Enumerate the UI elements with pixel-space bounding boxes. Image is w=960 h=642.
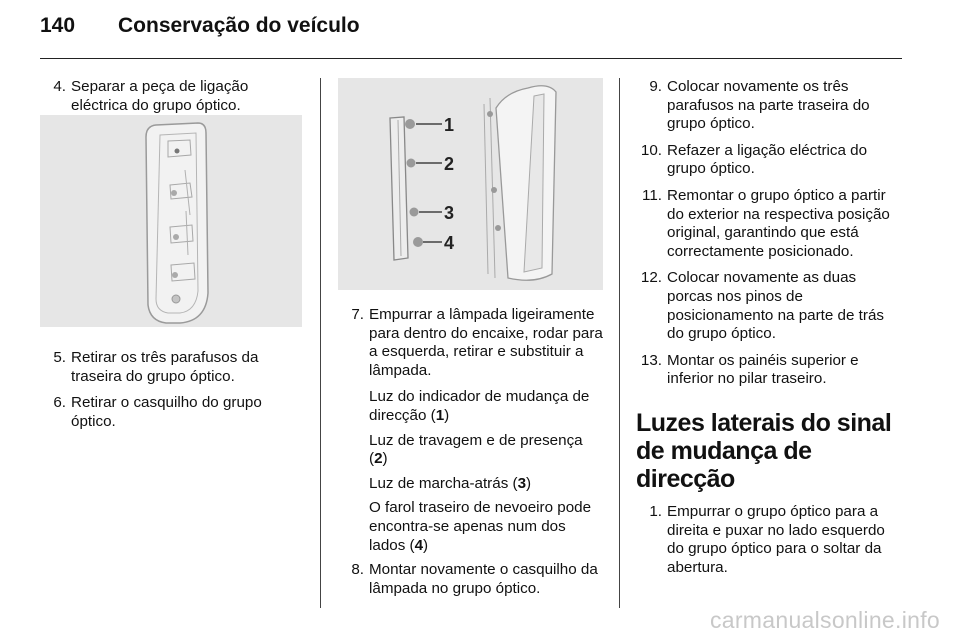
column-divider-1 xyxy=(320,78,321,608)
step-number: 11. xyxy=(642,186,662,204)
note-end: ) xyxy=(423,536,429,554)
section-step-1 xyxy=(636,503,904,577)
step-8 xyxy=(338,561,603,598)
callout-2: 2 xyxy=(444,154,455,174)
step-number: 10. xyxy=(640,141,662,159)
step-text: Remontar o grupo óptico a partir do exterior na respectiva posição original, garantindo que está correctamente posicionado. xyxy=(667,186,890,260)
step-7 xyxy=(338,306,603,380)
step-text: Separar a peça de ligação eléctrica do grupo óptico. xyxy=(71,78,249,114)
column-1 xyxy=(40,78,302,440)
note-end: ) xyxy=(444,406,450,424)
step-text: Montar os painéis superior e inferior no pilar traseiro. xyxy=(667,351,859,388)
bulb-note-2 xyxy=(369,432,603,469)
step-text: Empurrar a lâmpada ligeiramente para dentro do encaixe, rodar para a esquerda, retirar e substituir a lâmpada. xyxy=(369,306,603,379)
step-number: 8. xyxy=(351,561,364,579)
step-12 xyxy=(636,269,904,343)
column-2 xyxy=(338,78,603,606)
header-rule xyxy=(40,58,902,59)
tail-lamp-illustration xyxy=(40,115,302,327)
callout-3: 3 xyxy=(444,203,455,223)
page-title: Conservação do veículo xyxy=(118,14,360,37)
bulb-note-1 xyxy=(369,388,603,425)
step-6 xyxy=(40,394,302,431)
step-11 xyxy=(636,187,904,261)
note-ref: 3 xyxy=(517,474,527,492)
step-text: Retirar os três parafusos da traseira do grupo óptico. xyxy=(71,349,259,385)
note-ref: 1 xyxy=(435,406,445,424)
note-text: Luz de marcha-atrás ( xyxy=(369,474,518,492)
step-13 xyxy=(636,352,904,389)
column-3 xyxy=(636,78,904,585)
tail-lamp-drawing xyxy=(40,115,302,327)
bulb-holder-drawing xyxy=(338,78,603,290)
step-text: Colocar novamente as duas porcas nos pinos de posicionamento na parte de trás do grupo óptico. xyxy=(667,269,884,343)
bulb-holder-illustration xyxy=(338,78,603,290)
step-number: 6. xyxy=(53,394,66,412)
note-text: Luz de travagem e de presença ( xyxy=(369,431,583,468)
page-number: 140 xyxy=(40,14,76,37)
column-divider-2 xyxy=(619,78,620,608)
step-text: Montar novamente o casquilho da lâmpada no grupo óptico. xyxy=(369,561,598,597)
callout-4: 4 xyxy=(444,233,455,253)
step-5 xyxy=(40,349,302,386)
step-text: Colocar novamente os três parafusos na parte traseira do grupo óptico. xyxy=(667,78,870,133)
note-end: ) xyxy=(526,474,532,492)
note-text: O farol traseiro de nevoeiro pode encontra-se apenas num dos lados ( xyxy=(369,499,592,554)
step-number: 4. xyxy=(53,78,66,95)
page-header xyxy=(40,14,360,44)
callout-1: 1 xyxy=(444,115,455,135)
step-9 xyxy=(636,78,904,134)
section-title: Luzes laterais do sinal de mudança de direcção xyxy=(636,408,892,493)
step-number: 12. xyxy=(640,269,662,287)
bulb-note-3 xyxy=(369,475,603,494)
note-text: Luz do indicador de mudança de direcção ( xyxy=(369,388,590,424)
step-number: 13. xyxy=(640,351,662,369)
step-text: Refazer a ligação eléctrica do grupo óptico. xyxy=(667,141,868,178)
watermark: carmanualsonline.info xyxy=(709,607,940,633)
step-number: 7. xyxy=(351,306,364,323)
note-end: ) xyxy=(382,450,388,468)
step-10 xyxy=(636,142,904,179)
note-ref: 4 xyxy=(414,536,424,554)
step-text: Empurrar o grupo óptico para a direita e puxar no lado esquerdo do grupo óptico para o soltar da abertura. xyxy=(667,502,885,576)
step-text: Retirar o casquilho do grupo óptico. xyxy=(71,394,262,430)
step-4 xyxy=(40,78,302,115)
step-number: 9. xyxy=(649,78,662,95)
bulb-note-4 xyxy=(369,499,603,555)
step-number: 1. xyxy=(649,502,662,520)
step-number: 5. xyxy=(53,349,66,367)
note-ref: 2 xyxy=(374,450,383,468)
